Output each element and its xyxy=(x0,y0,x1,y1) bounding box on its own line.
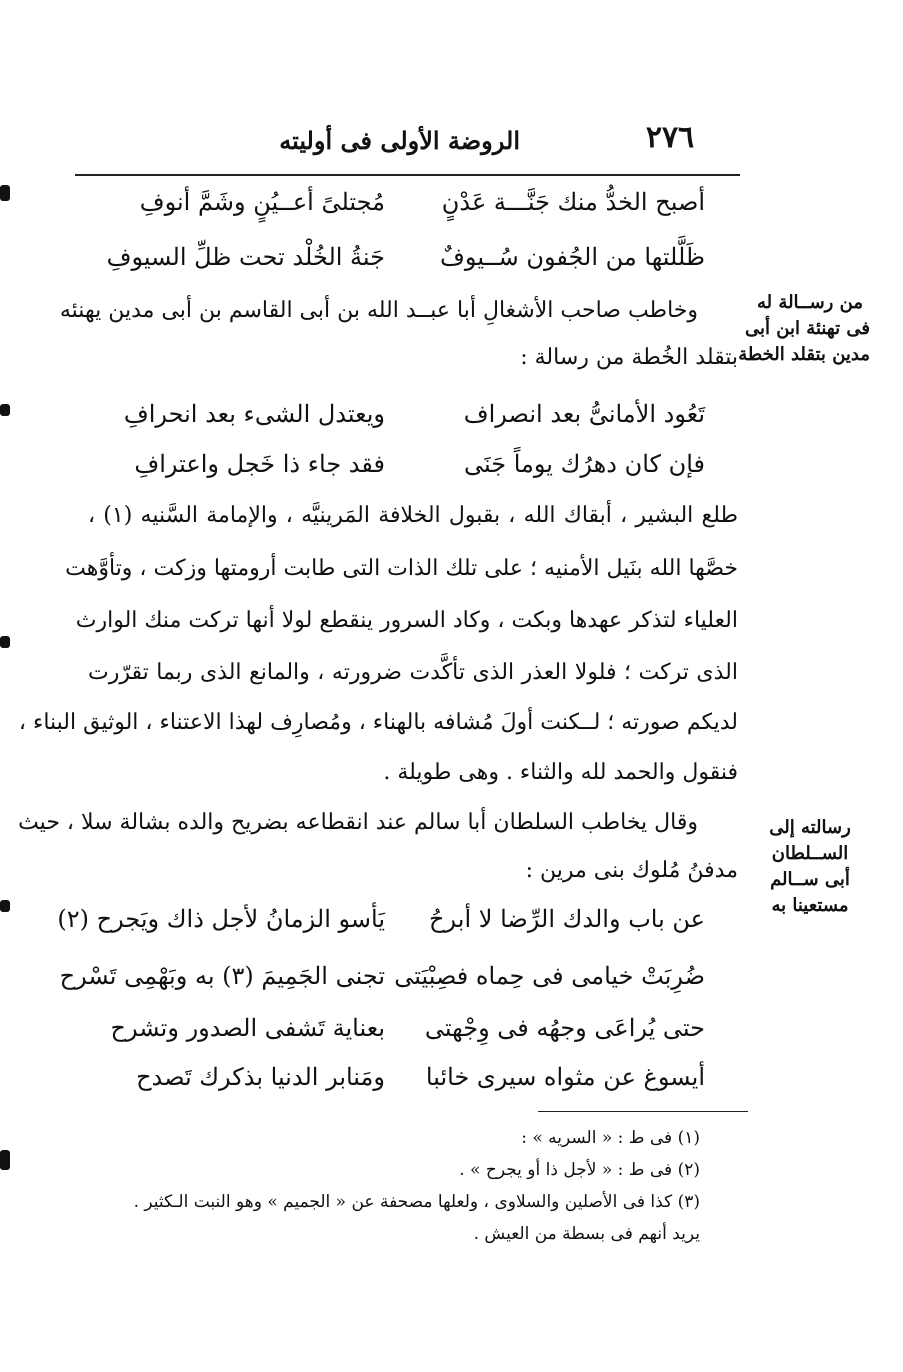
paragraph-line: مدفنُ مُلوك بنى مرين : xyxy=(525,858,738,883)
paragraph-line: وقال يخاطب السلطان أبا سالم عند انقطاعه بضريح والده بشالة سلا ، حيث xyxy=(18,810,698,835)
running-title: الروضة الأولى فى أوليته xyxy=(279,126,520,155)
verse-hemistich: تَعُود الأمانىُّ بعد انصراف xyxy=(463,400,705,428)
paragraph-line: خصَّها الله بنَيل الأمنيه ؛ على تلك الذات التى طابت أرومتها وزكت ، وتأوَّهت xyxy=(65,556,738,581)
verse-hemistich: ويعتدل الشىء بعد انحرافِ xyxy=(123,400,385,428)
footnote: (٣) كذا فى الأصلين والسلاوى ، ولعلها مصحفة عن « الجميم » وهو النبت الـكثير . xyxy=(133,1192,700,1212)
verse-hemistich: أيسوغ عن مثواه سيرى خائبا xyxy=(425,1063,705,1091)
paragraph-line: طلع البشير ، أبقاك الله ، بقبول الخلافة المَرينيَّه ، والإمامة السَّنيه (١) ، xyxy=(88,503,738,528)
verse-hemistich: جَنةُ الخُلْد تحت ظلِّ السيوفِ xyxy=(106,243,385,271)
footnote: يريد أنهم فى بسطة من العيش . xyxy=(473,1224,700,1244)
margin-note-line: فى تهنئة ابن أبى xyxy=(745,318,870,339)
verse-hemistich: ومَنابر الدنيا بذكرك تَصدح xyxy=(136,1063,385,1091)
verse-hemistich: عن باب والدك الرِّضا لا أبرحُ xyxy=(429,905,705,933)
binding-mark xyxy=(0,1150,10,1170)
margin-note xyxy=(750,815,870,919)
header-rule xyxy=(75,174,740,176)
margin-note-line: الســلطان xyxy=(771,843,849,864)
margin-note-line: مستعينا به xyxy=(771,895,849,916)
footnote-rule xyxy=(538,1111,748,1112)
binding-mark xyxy=(0,404,10,416)
footnote: (١) فى ط : « السريه » : xyxy=(521,1128,700,1148)
margin-note-line: أبى ســالم xyxy=(770,869,850,890)
margin-note-line: رسالته إلى xyxy=(769,817,851,838)
verse-hemistich: ظَلَّلتها من الجُفون سُــيوفٌ xyxy=(440,243,705,271)
verse-hemistich: ضُرِبَتْ خيامى فى حِماه فصِبْيَتى xyxy=(394,962,705,990)
paragraph-line: العلياء لتذكر عهدها وبكت ، وكاد السرور ينقطع لولا أنها تركت منك الوارث xyxy=(75,608,738,633)
verse-hemistich: تجنى الجَمِيمَ (٣) به وبَهْمِى تَسْرح xyxy=(59,962,385,990)
paragraph-line: وخاطب صاحب الأشغالِ أبا عبــد الله بن أبى القاسم بن أبى مدين يهنئه xyxy=(59,298,698,323)
verse-hemistich: فإن كان دهرُك يوماً جَنَى xyxy=(464,450,705,478)
margin-note-line: من رســالة له xyxy=(757,292,863,313)
binding-mark xyxy=(0,636,10,648)
verse-hemistich: يَأسو الزمانُ لأجل ذاك ويَجرح (٢) xyxy=(57,905,385,933)
paragraph-line: بتقلد الخُطة من رسالة : xyxy=(520,345,738,370)
verse-hemistich: حتى يُراعَى وجهُه فى وِجْهتى xyxy=(424,1014,705,1042)
verse-hemistich: مُجتلىً أعــيُنٍ وشَمَّ أنوفِ xyxy=(139,188,385,216)
paragraph-line: الذى تركت ؛ فلولا العذر الذى تأكَّدت ضرورته ، والمانع الذى ربما تقرّرت xyxy=(88,660,738,685)
verse-hemistich: بعناية تَشفى الصدور وتشرح xyxy=(110,1014,385,1042)
margin-note-line: مدين بتقلد الخطة xyxy=(738,344,870,365)
page-number: ٢٧٦ xyxy=(645,120,695,155)
footnote: (٢) فى ط : « لأجل ذا أو يجرح » . xyxy=(459,1160,700,1180)
margin-note xyxy=(738,290,870,368)
binding-mark xyxy=(0,900,10,912)
paragraph-line: لديكم صورته ؛ لــكنت أولَ مُشافه بالهناء ، ومُصارِف لهذا الاعتناء ، الوثيق البناء ، xyxy=(18,710,738,735)
binding-mark xyxy=(0,185,10,201)
verse-hemistich: فقد جاء ذا خَجل واعترافِ xyxy=(134,450,385,478)
verse-hemistich: أصبح الخدُّ منك جَنَّـــة عَدْنٍ xyxy=(441,188,705,216)
paragraph-line: فنقول والحمد لله والثناء . وهى طويلة . xyxy=(383,760,738,785)
